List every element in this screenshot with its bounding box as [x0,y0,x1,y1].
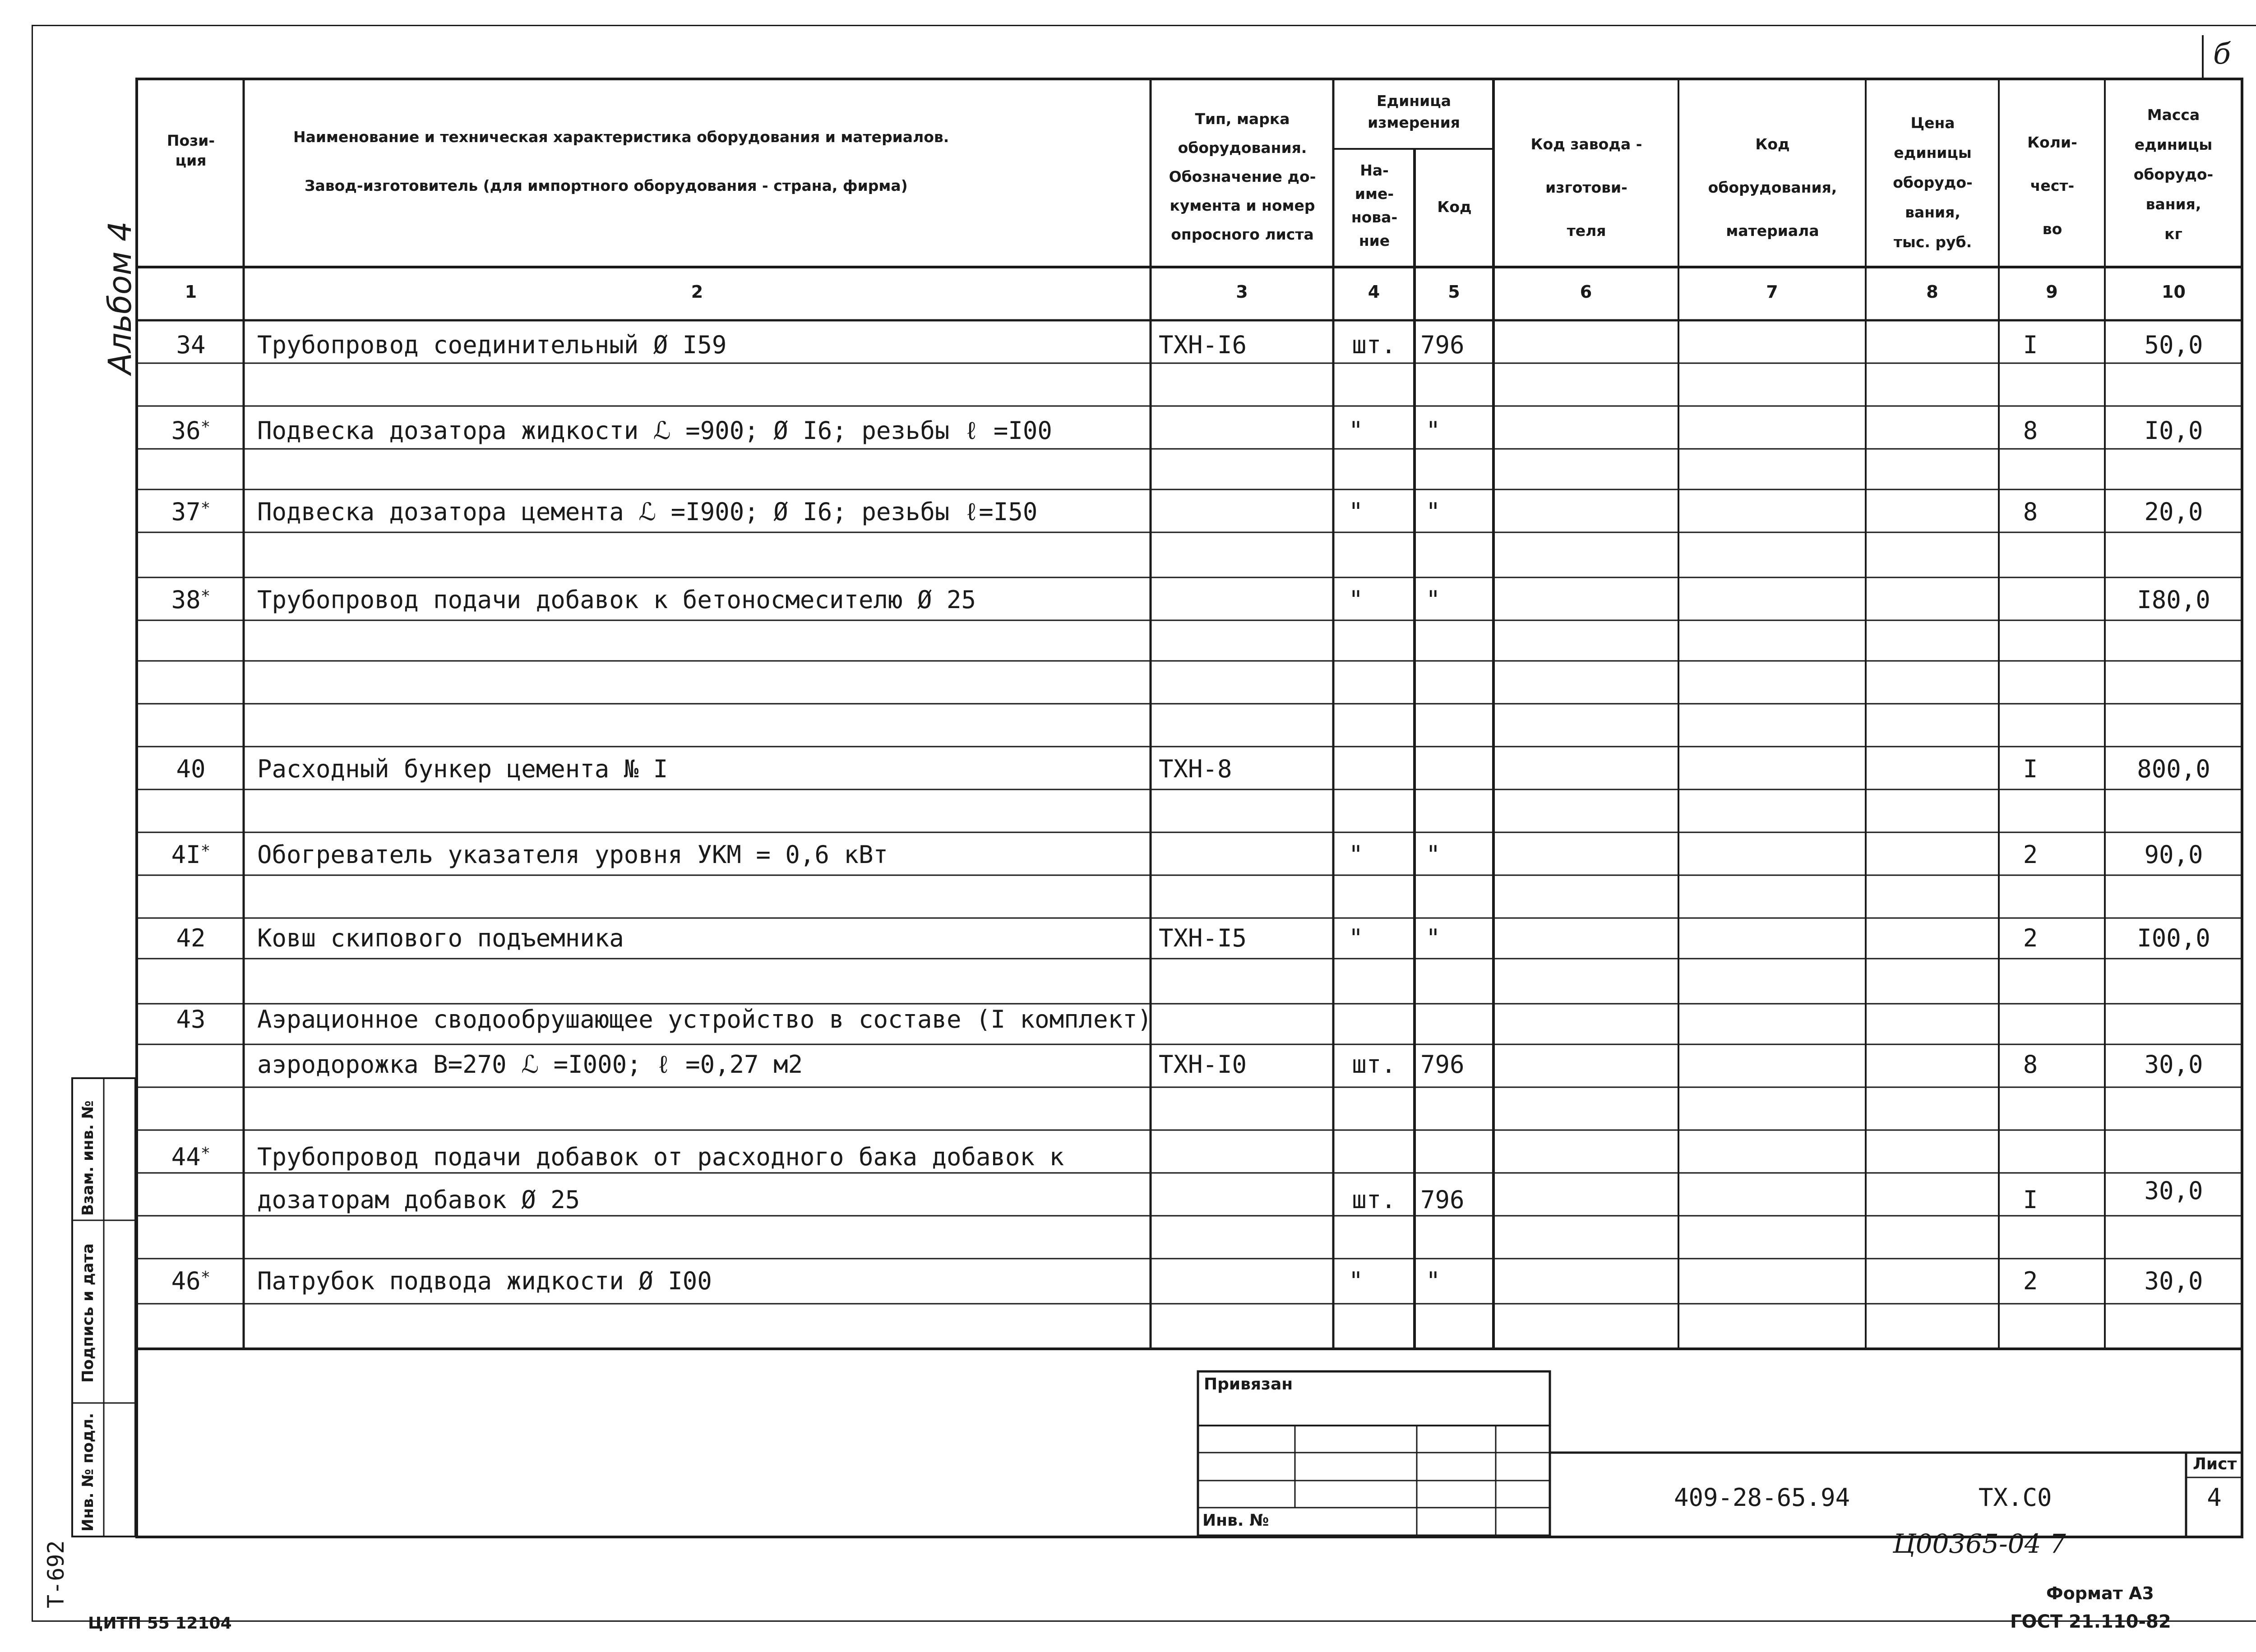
album-label: Альбом 4 [102,221,139,374]
table-row-code: " [1426,840,1441,869]
header-col8: Цена единицы оборудо- вания, тыс. руб. [1893,114,1973,251]
table-row-qty: I [2023,755,2038,783]
header-col10: Масса единицы оборудо- вания, кг [2133,106,2214,243]
format-label: Формат А3 [2046,1583,2154,1603]
table-row-qty: 8 [2023,498,2038,526]
table-row-code: " [1426,924,1441,952]
table-row-qty: 8 [2023,416,2038,445]
header-col4: На- име- нова- ние [1351,162,1398,249]
col-number-2: 2 [691,282,703,302]
table-row-qty: I [2023,331,2038,359]
stamp-podpis-data: Подпись и дата [79,1243,97,1383]
table-row-mass: 20,0 [2144,498,2203,526]
table-row-code: " [1426,1267,1441,1295]
header-col2-line1: Наименование и техническая характеристика оборудования и материалов. [293,128,949,146]
col-number-4: 4 [1368,282,1380,302]
table-row-mass: 30,0 [2144,1267,2203,1295]
table-row-name: дозаторам добавок Ø 25 [257,1186,580,1214]
sheet-corner-mark: б [2213,37,2231,71]
table-row-qty: I [2023,1186,2038,1214]
table-row-code: 796 [1420,331,1465,359]
table-row-code: " [1426,498,1441,526]
table-row-mass: 800,0 [2137,755,2210,783]
table-row-name: Трубопровод подачи добавок от расходного бака добавок к [257,1143,1064,1171]
table-row-mass: 30,0 [2144,1177,2203,1205]
table-row-type: ТХН-I0 [1159,1050,1247,1079]
table-row-unit: шт. [1352,331,1396,359]
table-row-type: ТХН-I6 [1159,331,1247,359]
header-col5: Код [1437,198,1472,216]
title-privyazan: Привязан [1204,1375,1293,1394]
doc-code: 409-28-65.94 [1674,1483,1850,1512]
table-row-pos: 42 [176,924,206,952]
doc-suffix: ТХ.С0 [1979,1483,2052,1512]
table-row-pos: 43 [176,1005,206,1034]
stamp-vzam-inv: Взам. инв. № [79,1100,97,1216]
table-row-name: Трубопровод подачи добавок к бетоносмесителю Ø 25 [257,586,976,614]
header-unit-group: Единица измерения [1368,92,1460,131]
table-row-unit: " [1348,840,1364,869]
header-col2-line2: Завод-изготовитель (для импортного оборудования - страна, фирма) [305,177,908,194]
header-col3: Тип, марка оборудования. Обозначение до- кумента и номер опросного листа [1169,110,1316,243]
table-row-mass: I0,0 [2144,416,2203,445]
table-row-type: ТХН-I5 [1159,924,1247,952]
stamp-inv-podl: Инв. № подл. [79,1412,97,1532]
table-row-unit: " [1348,924,1364,952]
table-row-pos: 36* [171,416,211,445]
table-row-name: Патрубок подвода жидкости Ø I00 [257,1267,712,1295]
sheet-number: 4 [2207,1483,2222,1512]
table-row-name: Расходный бункер цемента № I [257,755,668,783]
col-number-8: 8 [1926,282,1938,302]
table-row-name: Подвеска дозатора цемента ℒ =I900; Ø I6; резьбы ℓ=I50 [257,498,1038,526]
table-row-mass: 50,0 [2144,331,2203,359]
table-row-mass: 90,0 [2144,840,2203,869]
table-row-qty: 2 [2023,1267,2038,1295]
header-col6: Код завода - изготови- теля [1530,135,1642,240]
table-row-qty: 8 [2023,1050,2038,1079]
header-col7: Код оборудования, материала [1708,135,1837,240]
table-row-name: Ковш скипового подъемника [257,924,624,952]
table-row-name: Обогреватель указателя уровня УКМ = 0,6 кВт [257,840,888,869]
table-row-unit: " [1348,1267,1364,1295]
col-number-10: 10 [2162,282,2186,302]
table-row-type: ТХН-8 [1159,755,1232,783]
table-row-unit: " [1348,416,1364,445]
table-row-pos: 34 [176,331,206,359]
table-row-name: Трубопровод соединительный Ø I59 [257,331,727,359]
table-row-mass: I00,0 [2137,924,2210,952]
col-number-5: 5 [1448,282,1460,302]
table-row-qty: 2 [2023,924,2038,952]
header-col1: Пози- ция [166,132,215,169]
table-row-pos: 44* [171,1143,211,1171]
table-row-code: " [1426,586,1441,614]
header-col9: Коли- чест- во [2027,134,2077,238]
table-row-pos: 40 [176,755,206,783]
table-row-code: 796 [1420,1186,1465,1214]
table-row-pos: 4I* [171,840,211,869]
table-row-pos: 46* [171,1267,211,1295]
sheet-label: Лист [2193,1455,2237,1473]
col-number-6: 6 [1580,282,1592,302]
table-row-code: " [1426,416,1441,445]
footer-left: ЦИТП 55 12104 [88,1614,232,1633]
col-number-3: 3 [1236,282,1248,302]
table-row-unit: " [1348,586,1364,614]
table-row-unit: шт. [1352,1186,1396,1214]
handwritten-number: Ц00365-04 7 [1893,1528,2066,1559]
col-number-7: 7 [1766,282,1778,302]
col-number-1: 1 [185,282,197,302]
table-row-name: аэродорожка В=270 ℒ =I000; ℓ =0,27 м2 [257,1050,803,1079]
footer-right: ГОСТ 21.110-82 [2010,1611,2171,1632]
table-row-pos: 38* [171,586,211,614]
table-row-code: 796 [1420,1050,1465,1079]
table-row-unit: " [1348,498,1364,526]
table-row-unit: шт. [1352,1050,1396,1079]
table-row-mass: I80,0 [2137,586,2210,614]
table-row-mass: 30,0 [2144,1050,2203,1079]
col-number-9: 9 [2046,282,2058,302]
title-inv-no: Инв. № [1202,1511,1269,1530]
table-row-name: Подвеска дозатора жидкости ℒ =900; Ø I6; резьбы ℓ =I00 [257,416,1052,445]
table-row-pos: 37* [171,498,211,526]
side-code: Т-692 [43,1540,69,1608]
table-row-name: Аэрационное сводообрушающее устройство в составе (I комплект) [257,1005,1152,1034]
table-row-qty: 2 [2023,840,2038,869]
